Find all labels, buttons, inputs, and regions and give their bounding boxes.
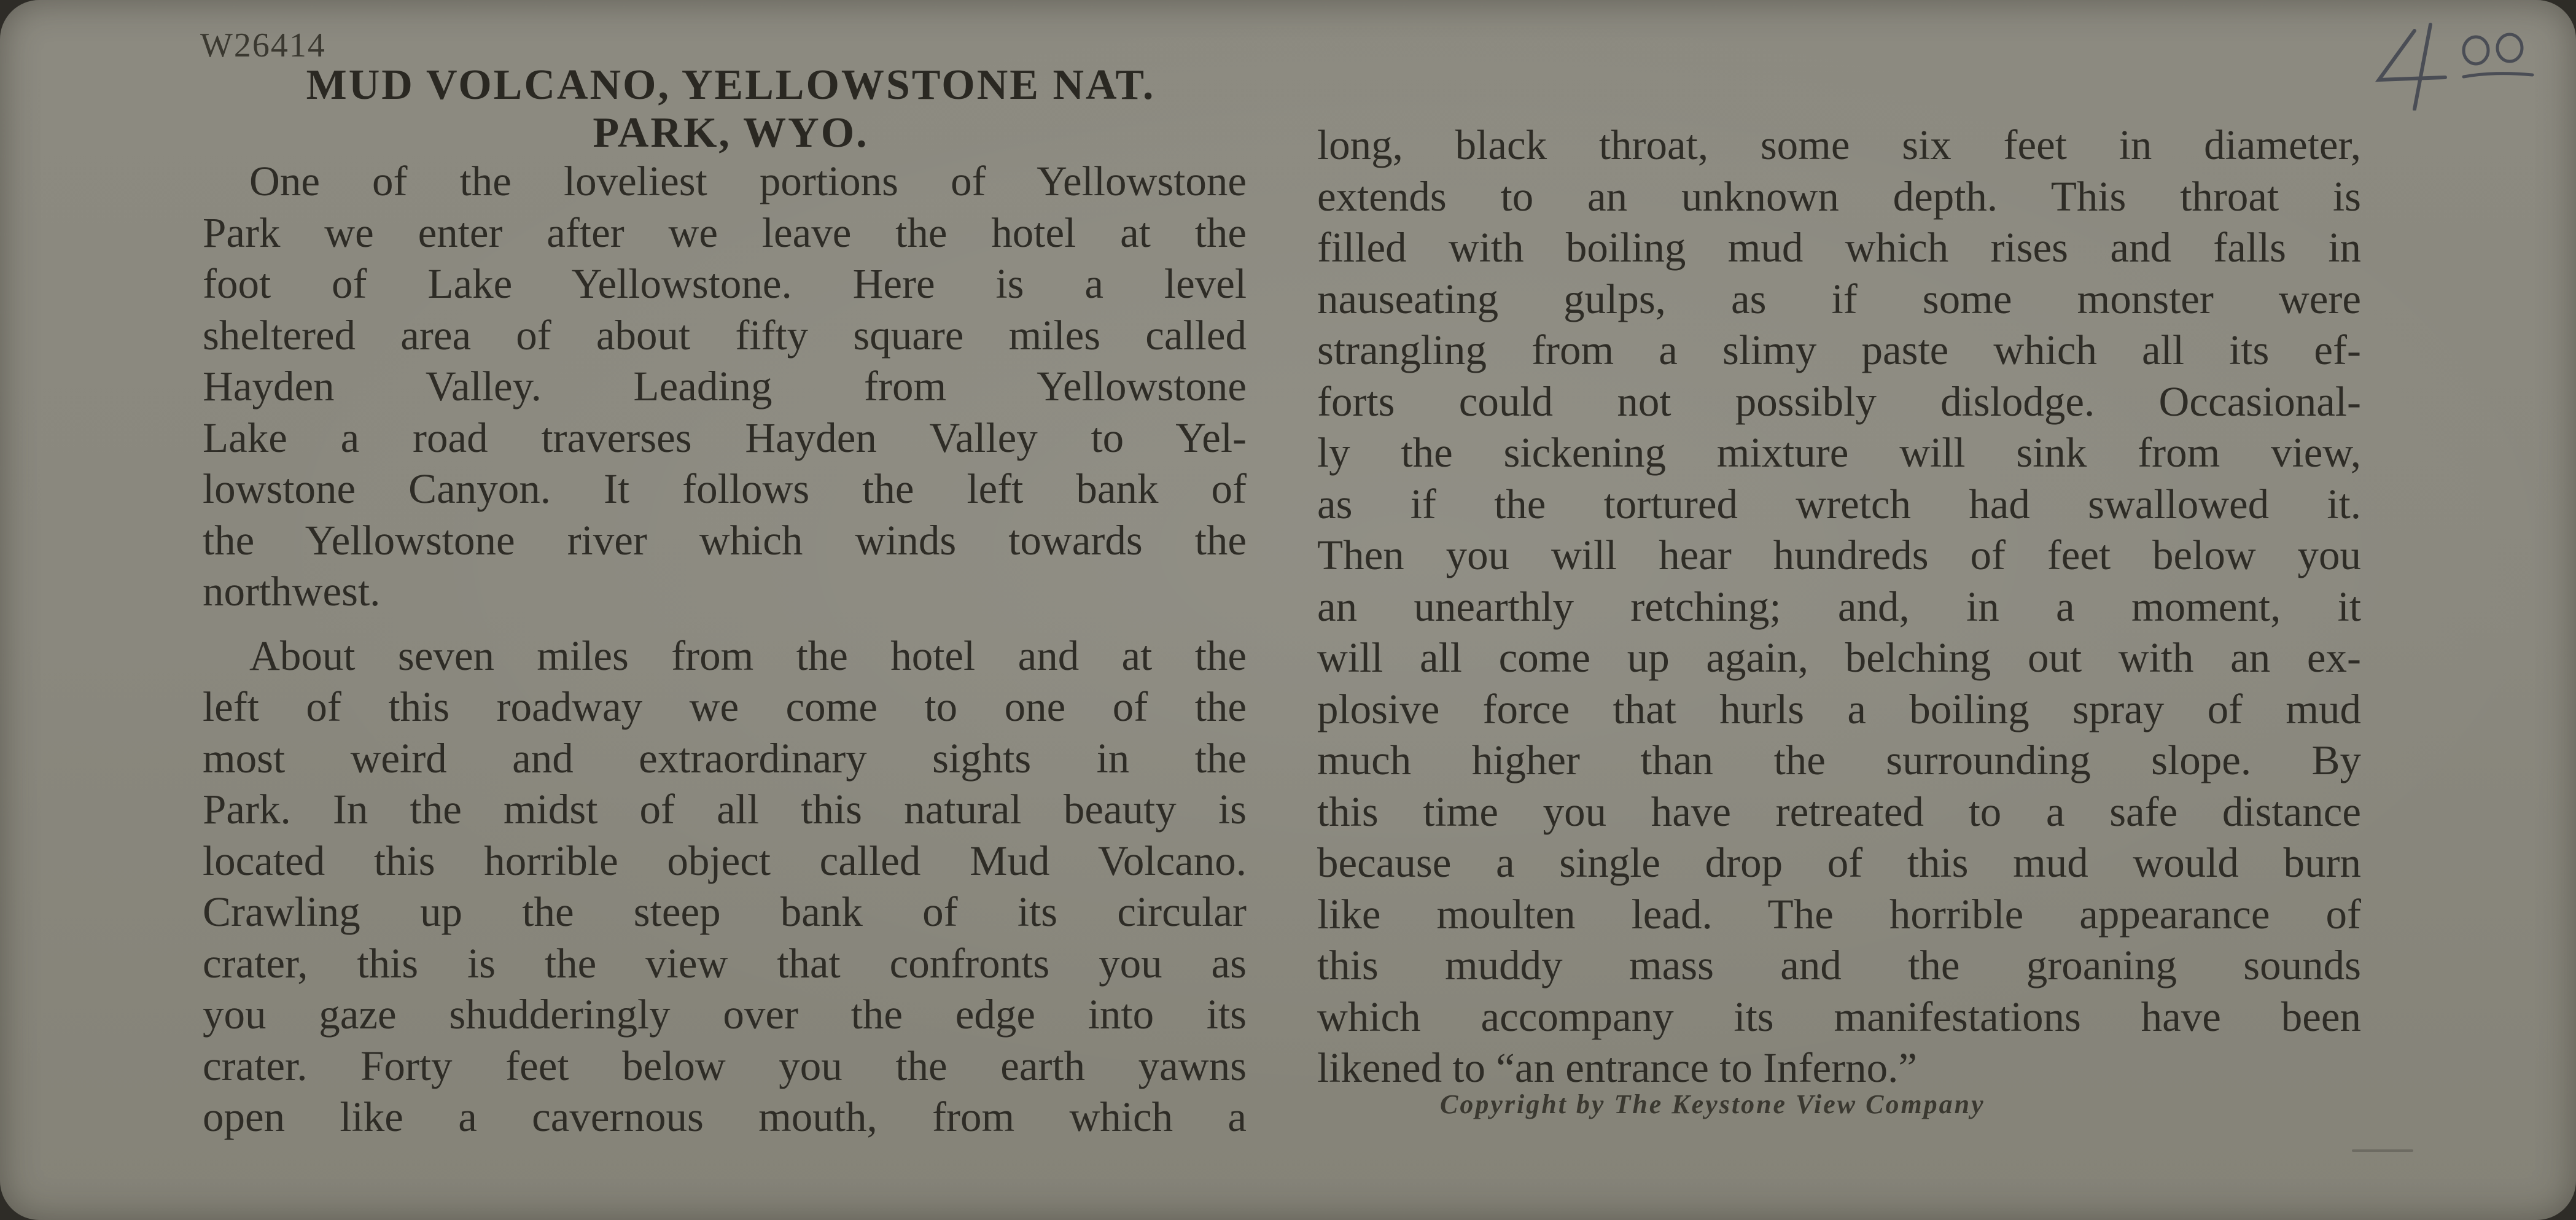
title-line-1: MUD VOLCANO, YELLOWSTONE NAT. bbox=[306, 61, 1156, 109]
copyright-notice: Copyright by The Keystone View Company bbox=[1440, 1089, 1985, 1119]
text-line: which accompany its manifestations have been bbox=[1317, 993, 2361, 1040]
text-line: filled with boiling mud which rises and falls in bbox=[1317, 224, 2361, 271]
paragraph-2 bbox=[203, 631, 1247, 1143]
text-line: because a single drop of this mud would burn bbox=[1317, 839, 2361, 886]
text-line: this muddy mass and the groaning sounds bbox=[1317, 942, 2361, 989]
paragraph-1 bbox=[203, 156, 1247, 618]
card-title bbox=[184, 61, 1277, 157]
text-line: Lake a road traverses Hayden Valley to Yel- bbox=[203, 414, 1247, 461]
text-line: One of the loveliest portions of Yellowstone bbox=[249, 158, 1247, 204]
text-line: this time you have retreated to a safe distance bbox=[1317, 788, 2361, 835]
text-line: most weird and extraordinary sights in the bbox=[203, 734, 1247, 782]
pencil-mark bbox=[2352, 1149, 2413, 1152]
text-line: lowstone Canyon. It follows the left bank of bbox=[203, 465, 1247, 512]
text-line: crater. Forty feet below you the earth yawns bbox=[203, 1042, 1247, 1089]
text-line: forts could not possibly dislodge. Occasional- bbox=[1317, 378, 2361, 425]
text-line: foot of Lake Yellowstone. Here is a level bbox=[203, 260, 1247, 307]
text-line: the Yellowstone river which winds towards the bbox=[203, 516, 1247, 564]
text-line: much higher than the surrounding slope. By bbox=[1317, 737, 2361, 783]
text-line: an unearthly retching; and, in a moment, it bbox=[1317, 583, 2361, 630]
right-text-column bbox=[1317, 120, 2361, 1094]
text-line: extends to an unknown depth. This throat is bbox=[1317, 173, 2361, 220]
text-line: Park we enter after we leave the hotel at the bbox=[203, 209, 1247, 256]
text-line: long, black throat, some six feet in diameter, bbox=[1317, 122, 2361, 168]
text-line: sheltered area of about fifty square miles called bbox=[203, 311, 1247, 359]
text-line: plosive force that hurls a boiling spray of mud bbox=[1317, 685, 2361, 732]
text-line: likened to “an entrance to Inferno.” bbox=[1317, 1044, 1918, 1091]
text-line: open like a cavernous mouth, from which a bbox=[203, 1094, 1247, 1140]
text-line: like moulten lead. The horrible appearance of bbox=[1317, 890, 2361, 938]
text-line: Park. In the midst of all this natural beauty is bbox=[203, 786, 1247, 833]
left-text-column bbox=[203, 156, 1247, 1143]
text-line: located this horrible object called Mud Volcano. bbox=[203, 837, 1247, 884]
handwritten-price-mark bbox=[2372, 18, 2556, 111]
text-line: nauseating gulps, as if some monster were bbox=[1317, 275, 2361, 322]
text-line: crater, this is the view that confronts you as bbox=[203, 939, 1247, 987]
text-line: Hayden Valley. Leading from Yellowstone bbox=[203, 363, 1247, 410]
text-line: strangling from a slimy paste which all its ef- bbox=[1317, 327, 2361, 373]
text-line: Then you will hear hundreds of feet below you bbox=[1317, 532, 2361, 578]
text-line: will all come up again, belching out with an ex- bbox=[1317, 634, 2361, 681]
text-line: ly the sickening mixture will sink from view, bbox=[1317, 429, 2361, 476]
text-line: About seven miles from the hotel and at the bbox=[249, 632, 1247, 679]
text-line: you gaze shudderingly over the edge into its bbox=[203, 991, 1247, 1038]
text-line: Crawling up the steep bank of its circular bbox=[203, 888, 1247, 935]
catalog-number: W26414 bbox=[200, 26, 326, 64]
text-line: as if the tortured wretch had swallowed it. bbox=[1317, 480, 2361, 527]
handwritten-price bbox=[2372, 18, 2556, 111]
text-line: left of this roadway we come to one of the bbox=[203, 683, 1247, 730]
text-line: northwest. bbox=[203, 568, 381, 615]
title-line-2: PARK, WYO. bbox=[593, 109, 869, 157]
